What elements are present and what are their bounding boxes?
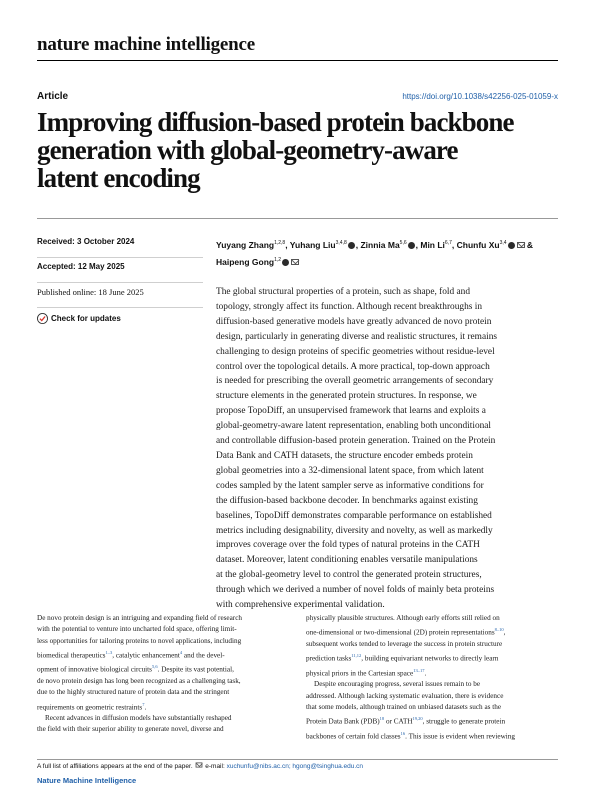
check-updates-label: Check for updates [51,313,121,323]
author-name: Haipeng Gong [216,256,275,267]
author-name: Chunfu Xu [456,239,500,250]
author-affiliation: 6,7 [444,240,452,246]
mail-icon[interactable] [517,242,525,248]
footnote-emails[interactable]: xuchunfu@nibs.ac.cn; hgong@tsinghua.edu.cn [226,763,364,770]
body-text: . [144,702,147,711]
citation-reference[interactable]: 11,12 [351,653,362,659]
orcid-icon[interactable] [282,259,289,266]
body-text-line [37,676,287,687]
author-affiliation: 3,4 [499,240,507,246]
author-name: Yuyang Zhang [216,239,275,250]
mail-icon[interactable] [291,259,299,265]
citation-reference[interactable]: 1–3 [105,649,113,655]
received-date: Received: 3 October 2024 [37,236,203,258]
author-name: Zinnia Ma [360,239,400,250]
body-text: prediction tasks [306,654,352,663]
published-date: Published online: 18 June 2025 [37,286,203,308]
author[interactable] [216,240,285,250]
body-text: Recent advances in diffusion models have substantially reshaped [45,714,232,723]
author-affiliation: 1,2,8 [274,240,286,246]
abstract-line: diffusion-based generative models have greatly advanced de novo protein [216,316,492,327]
abstract-line: dataset. Moreover, latent conditioning enables versatile manipulations [216,555,478,566]
body-column-right [306,613,556,742]
citation-reference[interactable]: 5,6 [151,664,158,670]
body-text: , building equivariant networks to directly learn [361,654,499,663]
body-text: . [424,669,427,678]
abstract-line: with comprehensive experimental validation. [216,600,385,611]
abstract-line: propose TopoDiff, an unsupervised framework that learns and exploits a [216,406,486,417]
body-text: biomedical therapeutics [37,651,106,660]
journal-name: nature machine intelligence [37,34,255,55]
author[interactable] [420,240,452,250]
doi-link[interactable]: https://doi.org/10.1038/s42256-025-01059-x [402,92,558,101]
body-column-left [37,613,287,736]
citation-reference[interactable]: 13–17 [413,667,425,673]
author-separator: & [524,239,534,250]
author-separator: , [355,239,361,250]
body-text-line [37,724,287,735]
body-text-line [37,647,287,662]
abstract-line: Data Bank and CATH datasets, the structure encoder embeds protein [216,450,473,461]
body-text-line [37,624,287,635]
body-text-line [306,650,556,665]
abstract-line: and controllable diffusion-based protein generation. Trained on the Protein [216,436,496,447]
author[interactable] [216,257,299,267]
body-text: that some models, although trained on unbiased datasets such as the [306,702,502,711]
article-type: Article [37,91,69,102]
body-text: backbones of certain fold classes [306,732,401,741]
body-text-line [306,624,556,639]
body-text-line [306,691,556,702]
abstract-line: topology, strongly affect its function. Although recent breakthroughs in [216,301,482,312]
body-text-line [37,713,287,724]
body-text: opment of innovative biological circuits [37,665,152,674]
abstract-line: design, particularly in generating diverse and realistic structures, it remains [216,331,497,342]
abstract-line: challenging to design proteins of specific geometries without residue-level [216,346,495,357]
body-text: subsequent works tended to leverage the success in protein structure [306,639,503,648]
citation-reference[interactable]: 4 [179,649,183,655]
citation-reference[interactable]: 18 [379,716,385,722]
journal-footer: Nature Machine Intelligence [37,776,137,785]
abstract-line: improves coverage over the fold types of natural proteins in the CATH [216,540,480,551]
author-separator: , [451,239,457,250]
abstract-line: the diffusion-based backbone decoder. In benchmarks against existing [216,495,478,506]
abstract-line: global-geometry-aware latent representation, enabling both unconditional [216,421,492,432]
abstract-line: at the global-geometry level to control the generated protein structures, [216,570,482,581]
footnote-text: A full list of affiliations appears at the end of the paper. [37,763,193,770]
orcid-icon[interactable] [408,242,415,249]
header-divider [37,60,558,61]
body-text: de novo protein design has long been recognized as a challenging task, [37,677,241,686]
abstract-line: metrics including designability, diversity and novelty, as well as markedly [216,525,493,536]
citation-reference[interactable]: 7 [142,701,145,707]
body-text: , catalytic enhancement [112,651,180,660]
article-title [37,108,557,192]
author-name: Yuhang Liu [289,239,336,250]
body-text-line [306,665,556,680]
article-dates [37,236,203,325]
body-text: or CATH [384,717,413,726]
mail-icon [196,762,203,767]
affiliations-footnote [37,762,363,770]
body-text: De novo protein design is an intriguing and expanding field of research [37,614,242,622]
abstract-line: codes sampled by the latent sampler serve as informative conditions for [216,480,484,491]
title-line: generation with global-geometry-aware [37,135,458,165]
title-line: latent encoding [37,163,200,193]
author-affiliation: 3,4,8 [335,240,347,246]
body-text-line [37,636,287,647]
author[interactable] [457,240,525,250]
citation-reference[interactable]: 8–10 [494,627,504,633]
body-text: physically plausible structures. Although early efforts still relied on [306,614,500,622]
body-text: requirements on geometric restraints [37,702,143,711]
body-text: one-dimensional or two-dimensional (2D) protein representations [306,628,495,637]
footnote-email-label: e-mail: [205,763,225,770]
body-text: the field with their superior ability to generate novel, diverse and [37,725,224,734]
body-text-line [37,687,287,698]
check-for-updates-icon [37,313,48,324]
body-text-line [306,702,556,713]
body-text: with the potential to venture into uncharted fold space, offering limit- [37,625,237,634]
abstract-line: global geometries into a 32-dimensional latent space, from which latent [216,465,484,476]
body-text: addressed. Although lacking systematic evaluation, there is evidence [306,691,504,700]
citation-reference[interactable]: 16 [400,730,406,736]
abstract-line: through which we derived a number of novel folds of mainly beta proteins [216,585,495,596]
author[interactable] [290,240,356,250]
author-separator: , [285,239,290,250]
body-text: less opportunities for tailoring proteins to novel applications, including [37,636,242,645]
check-updates-button[interactable] [37,311,203,325]
body-text: physical priors in the Cartesian space [306,669,414,678]
body-text-line [306,728,556,743]
abstract-line: is needed for prescribing the overall geometric arrangements of secondary [216,376,494,387]
body-text: . This issue is evident when reviewing [405,732,515,741]
body-text-line [306,713,556,728]
body-text-line [306,613,556,624]
orcid-icon[interactable] [508,242,515,249]
body-text: . Despite its vast potential, [157,665,234,674]
body-text-line [37,699,287,714]
author-affiliation: 5,6 [399,240,407,246]
title-divider [37,218,558,219]
abstract-line: The global structural properties of a protein, such as shape, fold and [216,287,471,297]
body-text: Protein Data Bank (PDB) [306,717,380,726]
body-text-line [37,613,287,624]
citation-reference[interactable]: 19,20 [412,716,423,722]
accepted-date: Accepted: 12 May 2025 [37,261,203,283]
author[interactable] [360,240,415,250]
author-affiliation: 1,2 [274,256,282,263]
abstract-line: control over the topological details. A more practical, top-down approach [216,361,490,372]
abstract [216,285,558,613]
body-text: Despite encouraging progress, several issues remain to be [314,680,481,689]
body-text: and the devel- [182,651,225,660]
body-text-line [306,639,556,650]
body-text: , struggle to generate protein [422,717,506,726]
abstract-line: baselines, TopoDiff demonstrates comparable performance on established [216,510,492,521]
abstract-line: structure elements in the generated protein structures. In response, we [216,391,477,402]
footnote-divider [37,759,558,760]
author-name: Min Li [420,239,445,250]
author-list [216,236,558,270]
body-text-line [306,679,556,690]
body-text: , [503,628,506,637]
body-text: due to the highly structured nature of protein data and the stringent [37,688,230,697]
body-text-line [37,661,287,676]
author-separator: , [415,239,421,250]
title-line: Improving diffusion-based protein backbone [37,107,514,137]
orcid-icon[interactable] [348,242,355,249]
